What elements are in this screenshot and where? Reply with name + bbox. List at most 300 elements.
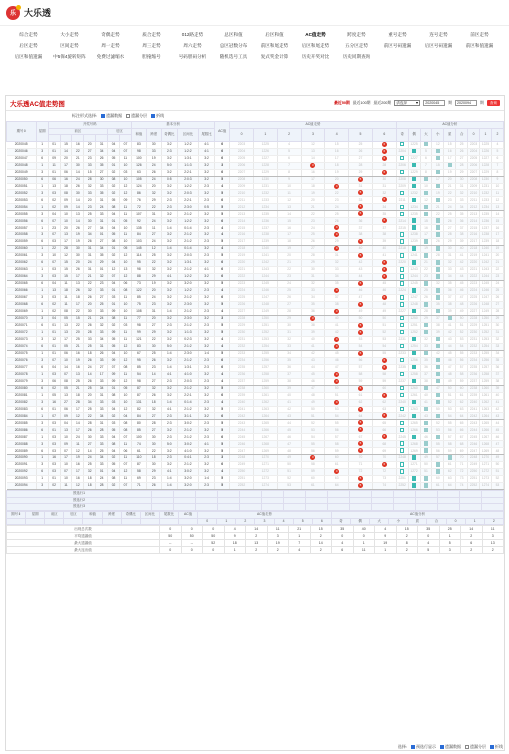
issue-cell: 2020081 <box>7 392 37 399</box>
nav-link[interactable]: 综合走势 <box>19 32 38 37</box>
predict-cell[interactable] <box>284 491 306 498</box>
front-number: 04 <box>48 364 60 371</box>
predict-cell[interactable] <box>218 504 240 511</box>
predict-cell[interactable] <box>482 491 504 498</box>
nav-link[interactable]: 胆拖缩号 <box>142 54 161 59</box>
dist-mark: 55 <box>459 350 464 355</box>
nav-link[interactable]: 后区和值 <box>265 32 284 37</box>
dist-mark <box>400 156 404 160</box>
zone-cell: 2:3:0 <box>178 315 199 322</box>
nav-link[interactable]: AC值走势 <box>305 32 326 37</box>
dist-mark: 53 <box>447 406 452 411</box>
dist-mark: 51 <box>447 392 452 397</box>
dist-mark <box>400 407 404 411</box>
dist-mark: 2224 <box>398 288 406 293</box>
tail-cell: 3:2 <box>198 385 214 392</box>
ac-trend-cell <box>301 455 325 462</box>
predict-cell[interactable] <box>306 491 328 498</box>
ac-trend-cell <box>349 225 373 232</box>
dist-mark: 20 <box>447 176 452 181</box>
nav-link[interactable]: 历史同期查询 <box>342 54 371 59</box>
missing-value: 1265 <box>261 420 269 425</box>
dist-mark: 29 <box>459 169 464 174</box>
front-number: 12 <box>72 448 84 455</box>
ac-trend-cell <box>301 281 325 288</box>
dist-mark: 2218 <box>398 246 406 251</box>
bottom-opt-predict[interactable]: 预选行显示 <box>411 744 436 750</box>
missing-value: 38 <box>311 323 315 328</box>
ac-trend-cell <box>230 225 254 232</box>
checkbox-icon[interactable] <box>126 114 130 118</box>
missing-value: 63 <box>334 476 339 481</box>
ac-dist-cell <box>408 155 420 162</box>
back-number: 12 <box>119 183 131 190</box>
ac-trend-cell <box>349 232 373 239</box>
ac-trend-cell <box>325 413 349 420</box>
predict-cell[interactable] <box>328 497 350 504</box>
ac-dist-cell <box>444 308 456 315</box>
predict-cell[interactable] <box>350 491 372 498</box>
nav-link[interactable]: 历史开奖对比 <box>301 54 330 59</box>
dist-mark: 22 <box>495 267 500 272</box>
missing-value: 2222 <box>237 274 246 279</box>
predict-cell[interactable] <box>372 497 394 504</box>
nav-link[interactable]: 大小走势 <box>60 32 79 37</box>
ac-value: 6 <box>215 274 230 281</box>
predict-cell[interactable] <box>460 504 482 511</box>
dist-mark: 37 <box>459 225 464 230</box>
dist-mark: 2246 <box>469 441 478 446</box>
ac-dist-cell <box>491 183 503 190</box>
tail-cell: 3:2 <box>198 315 214 322</box>
tail-cell: 2:3 <box>198 378 214 385</box>
ac-dist-cell <box>456 260 468 267</box>
nav-link[interactable]: 周一走势 <box>101 43 120 48</box>
dist-mark: 2209 <box>469 183 478 188</box>
ac-dist-cell <box>408 455 420 462</box>
predict-cell[interactable] <box>394 491 416 498</box>
dist-mark: 6 <box>425 155 427 160</box>
dist-mark: 2241 <box>469 406 478 411</box>
sum-cell: 82 <box>131 406 146 413</box>
zone-cell: 2:1:2 <box>178 211 199 218</box>
nav-link[interactable]: 周六走势 <box>183 43 202 48</box>
predict-cell[interactable] <box>306 497 328 504</box>
missing-value: 33 <box>358 197 363 202</box>
period-select[interactable]: 请选择 <box>394 100 420 106</box>
predict-cell[interactable] <box>460 497 482 504</box>
bottom-opt-missing[interactable]: 遗漏数据 <box>440 744 461 750</box>
ac-trend-cell <box>301 190 325 197</box>
ac-trend-cell <box>253 483 277 490</box>
back-number: 09 <box>108 357 120 364</box>
ac-col-header: 1 <box>253 128 277 141</box>
nav-link[interactable]: 后区和尾走势 <box>301 43 330 48</box>
missing-value: 45 <box>311 371 315 376</box>
dist-mark: 35 <box>495 357 500 362</box>
predict-row[interactable] <box>7 504 504 511</box>
missing-value: 48 <box>382 302 387 307</box>
predict-cell[interactable] <box>284 504 306 511</box>
nav-link[interactable]: 前区和值遗漏 <box>465 43 494 48</box>
missing-value: 2233 <box>237 350 246 355</box>
week-cell: 6 <box>36 239 48 246</box>
ac-trend-cell <box>325 218 349 225</box>
tail-cell: 3:2 <box>198 218 214 225</box>
missing-value: 2238 <box>237 385 246 390</box>
predict-cell[interactable] <box>218 491 240 498</box>
predict-cell[interactable] <box>174 497 196 504</box>
ac-trend-cell <box>325 371 349 378</box>
ac-dist-cell <box>432 392 444 399</box>
ac-trend-cell <box>349 301 373 308</box>
ac-trend-cell <box>277 441 301 448</box>
nav-link[interactable]: 奇偶走势 <box>101 32 120 37</box>
front-number: 04 <box>60 420 72 427</box>
oe-cell: 3:2 <box>161 357 177 364</box>
predict-cell[interactable] <box>438 497 460 504</box>
dist-mark: 13 <box>495 204 500 209</box>
dist-mark: 42 <box>436 350 440 355</box>
ac-dist-cell <box>408 162 420 169</box>
ac-trend-cell <box>349 385 373 392</box>
predict-cell[interactable] <box>460 491 482 498</box>
missing-value: 50 <box>311 406 315 411</box>
predict-cell[interactable] <box>438 504 460 511</box>
nav-link[interactable]: 重号走势 <box>388 32 407 37</box>
ac-value: 6 <box>215 197 230 204</box>
ac-dist-cell <box>444 162 456 169</box>
missing-value: 52 <box>382 330 387 335</box>
dist-col-header: 0 <box>468 128 480 141</box>
nav-link[interactable]: 跨度走势 <box>347 32 366 37</box>
predict-cell[interactable] <box>328 504 350 511</box>
ac-dist-cell <box>432 336 444 343</box>
stats-value: 2 <box>482 547 504 554</box>
nav-link[interactable]: 后区走势 <box>19 43 38 48</box>
missing-value: 59 <box>358 378 363 383</box>
ac-dist-cell <box>456 176 468 183</box>
dist-mark <box>412 260 416 264</box>
missing-value: 59 <box>311 469 315 474</box>
to-issue-input[interactable]: 2020094 <box>455 100 477 106</box>
missing-value: 16 <box>311 169 315 174</box>
ac-dist-cell <box>396 455 408 462</box>
ac-dist-cell <box>420 274 432 281</box>
missing-value: 48 <box>287 448 291 453</box>
predict-cell[interactable] <box>196 497 218 504</box>
ac-trend-cell <box>253 301 277 308</box>
missing-value: 2249 <box>237 462 246 467</box>
dist-mark: 10 <box>495 183 500 188</box>
nav-link[interactable]: 连号走势 <box>429 32 448 37</box>
checkbox-icon[interactable] <box>101 114 105 118</box>
predict-cell[interactable] <box>394 504 416 511</box>
missing-value: 74 <box>382 483 387 488</box>
issue-cell: 2020065 <box>7 281 37 288</box>
ac-dist-cell <box>444 204 456 211</box>
checkbox-icon[interactable] <box>465 745 469 749</box>
ac-trend-cell <box>372 176 396 183</box>
dist-mark: 2214 <box>398 218 406 223</box>
from-issue-input[interactable]: 2020045 <box>423 100 445 106</box>
dist-mark: 63 <box>459 406 464 411</box>
ac-trend-cell <box>230 322 254 329</box>
predict-cell[interactable] <box>284 497 306 504</box>
oe-cell: 2:3 <box>161 420 177 427</box>
option-polyline[interactable]: 折线 <box>151 113 164 119</box>
footer-sub <box>45 518 64 525</box>
stats-table <box>6 525 504 554</box>
predict-cell[interactable] <box>262 504 284 511</box>
dist-mark <box>436 274 440 278</box>
ac-dist-cell <box>479 350 491 357</box>
ac-dist-cell <box>444 343 456 350</box>
recent-100-link[interactable]: 最近100期 <box>352 100 371 105</box>
nav-link[interactable]: 周三走势 <box>142 43 161 48</box>
predict-cell[interactable] <box>240 491 262 498</box>
predict-label[interactable]: 预选行3 <box>7 504 152 511</box>
footer-header-cell: 期号⇕ <box>7 511 26 518</box>
ac-dist-cell <box>444 211 456 218</box>
nav-link[interactable]: 总区冠数分布 <box>219 43 248 48</box>
week-cell: 3 <box>36 211 48 218</box>
missing-value: 2236 <box>237 371 246 376</box>
sum-cell: 98 <box>131 322 146 329</box>
nav-link[interactable]: 后区和值遗漏 <box>14 54 43 59</box>
ac-dist-cell <box>444 267 456 274</box>
predict-cell[interactable] <box>152 504 174 511</box>
back-number: 03 <box>108 420 120 427</box>
issue-header[interactable]: 期号⇕ <box>7 122 37 142</box>
front-number: 16 <box>72 350 84 357</box>
stats-value: 1 <box>289 533 311 540</box>
ac-trend-cell <box>277 357 301 364</box>
ac-ball: 5 <box>359 190 362 195</box>
predict-cell[interactable] <box>306 504 328 511</box>
front-number: 22 <box>84 413 96 420</box>
sum-cell: 95 <box>131 357 146 364</box>
ac-dist-cell <box>396 260 408 267</box>
stats-value: 2 <box>267 547 289 554</box>
predict-cell[interactable] <box>416 504 438 511</box>
span-cell: 31 <box>146 211 161 218</box>
nav-link[interactable]: 区间走势 <box>60 43 79 48</box>
dist-mark: 25 <box>447 211 452 216</box>
issue-cell: 2020082 <box>7 399 37 406</box>
missing-value: 27 <box>287 302 291 307</box>
dist-mark: 44 <box>447 343 452 348</box>
dist-mark: 2209 <box>398 183 406 188</box>
bottom-opt-layer[interactable]: 遗漏分层 <box>465 744 486 750</box>
ac-dist-cell <box>432 462 444 469</box>
dist-mark: 57 <box>459 364 464 369</box>
predict-row[interactable] <box>7 497 504 504</box>
checkbox-icon[interactable] <box>411 745 415 749</box>
nav-link[interactable]: 复式奖金计算 <box>260 54 289 59</box>
predict-cell[interactable] <box>482 497 504 504</box>
recent-200-link[interactable]: 最近200期 <box>373 100 392 105</box>
nav-link[interactable]: 号码胆码分析 <box>178 54 207 59</box>
recent-50-link[interactable]: 最近50期 <box>334 100 350 105</box>
ac-trend-cell <box>301 322 325 329</box>
nav-link[interactable]: 随机选号工具 <box>219 54 248 59</box>
dist-mark: 2221 <box>469 267 478 272</box>
dist-mark: 1250 <box>481 316 490 321</box>
nav-link[interactable]: 后区号码遗漏 <box>424 43 453 48</box>
week-cell: 3 <box>36 336 48 343</box>
back-number: 02 <box>108 183 120 190</box>
nav-link[interactable]: 前区和尾走势 <box>260 43 289 48</box>
ac-dist-cell <box>491 462 503 469</box>
ac-dist-cell <box>432 176 444 183</box>
query-button[interactable]: 查询 <box>487 100 500 106</box>
predict-cell[interactable] <box>174 504 196 511</box>
predict-cell[interactable] <box>416 497 438 504</box>
predict-cell[interactable] <box>482 504 504 511</box>
dist-mark <box>400 142 404 146</box>
nav-link[interactable]: 质合走势 <box>142 32 161 37</box>
bottom-opt-line[interactable]: 折线 <box>490 744 503 750</box>
issue-cell: 2020063 <box>7 267 37 274</box>
option-missing-layer[interactable]: 遗漏分层 <box>126 113 147 119</box>
predict-cell[interactable] <box>240 497 262 504</box>
predict-cell[interactable] <box>196 504 218 511</box>
missing-value: 22 <box>287 267 291 272</box>
dist-mark <box>400 441 404 445</box>
front-number: 15 <box>84 169 96 176</box>
dist-mark <box>412 435 416 439</box>
ac-trend-cell <box>301 162 325 169</box>
sum-cell: 107 <box>131 211 146 218</box>
checkbox-icon[interactable] <box>151 114 155 118</box>
ac-trend-cell <box>349 308 373 315</box>
nav-link[interactable]: 免费过滤缩水 <box>96 54 125 59</box>
predict-label[interactable]: 预选行1 <box>7 491 152 498</box>
checkbox-icon[interactable] <box>440 745 444 749</box>
sum-cell: 83 <box>131 141 146 148</box>
missing-value: 33 <box>334 267 339 272</box>
zone-cell: 2:1:2 <box>178 239 199 246</box>
predict-cell[interactable] <box>372 504 394 511</box>
stats-value: 4 <box>224 526 246 533</box>
front-number: 13 <box>48 288 60 295</box>
front-number: 34 <box>96 336 108 343</box>
predict-cell[interactable] <box>218 497 240 504</box>
ac-trend-cell <box>349 420 373 427</box>
front-number: 25 <box>96 448 108 455</box>
ac-trend-cell <box>325 322 349 329</box>
nav-link[interactable]: 中5保4旋转矩阵 <box>53 54 86 59</box>
ac-trend-cell <box>230 295 254 302</box>
oe-cell: 2:3 <box>161 204 177 211</box>
dist-mark: 35 <box>436 302 440 307</box>
ac-trend-cell <box>325 197 349 204</box>
predict-cell[interactable] <box>262 497 284 504</box>
checkbox-icon[interactable] <box>490 745 494 749</box>
dist-mark <box>400 386 404 390</box>
issue-cell: 2020090 <box>7 455 37 462</box>
predict-cell[interactable] <box>262 491 284 498</box>
missing-value: 8 <box>288 169 291 174</box>
predict-cell[interactable] <box>152 497 174 504</box>
week-cell: 3 <box>36 315 48 322</box>
nav-link[interactable]: 总区和值 <box>224 32 243 37</box>
front-number: 01 <box>48 343 60 350</box>
front-number: 20 <box>84 301 96 308</box>
ac-trend-cell <box>325 315 349 322</box>
week-cell: 3 <box>36 169 48 176</box>
sum-cell: 63 <box>131 169 146 176</box>
dist-mark: 56 <box>436 448 440 453</box>
ac-dist-cell <box>432 385 444 392</box>
missing-value: 29 <box>334 239 339 244</box>
predict-cell[interactable] <box>240 504 262 511</box>
missing-value: 73 <box>382 476 387 481</box>
dist-mark: 28 <box>424 309 428 314</box>
predict-cell[interactable] <box>174 491 196 498</box>
nav-link[interactable]: 012路走势 <box>181 32 204 37</box>
ac-dist-cell <box>468 218 480 225</box>
nav-link[interactable]: 前区走势 <box>470 32 489 37</box>
ac-trend-cell <box>325 176 349 183</box>
nav-link[interactable]: 前区号码遗漏 <box>383 43 412 48</box>
stats-value: 6 <box>461 540 483 547</box>
missing-value: 35 <box>334 281 339 286</box>
ac-dist-cell <box>456 364 468 371</box>
ac-value: 5 <box>215 420 230 427</box>
missing-value: 35 <box>311 302 315 307</box>
dist-mark: 1243 <box>410 267 418 272</box>
zone-cell: 2:0:3 <box>178 378 199 385</box>
dist-mark: 64 <box>447 483 452 488</box>
dist-mark: 1244 <box>481 274 490 279</box>
dist-mark: 1271 <box>481 462 490 467</box>
back-number: 04 <box>108 448 120 455</box>
predict-cell[interactable] <box>438 491 460 498</box>
stats-value: 18 <box>224 540 246 547</box>
predict-cell[interactable] <box>328 491 350 498</box>
predict-cell[interactable] <box>350 504 372 511</box>
footer-col: 2 <box>236 518 255 525</box>
ac-col-header: 6 <box>372 128 396 141</box>
predict-label[interactable]: 预选行2 <box>7 497 152 504</box>
ac-ball: 4 <box>335 343 338 348</box>
missing-value: 22 <box>311 211 315 216</box>
back-number: 02 <box>108 413 120 420</box>
table-row <box>7 413 504 420</box>
missing-value: 1256 <box>261 357 269 362</box>
ac-trend-cell <box>325 308 349 315</box>
tail-cell: 2:3 <box>198 322 214 329</box>
predict-cell[interactable] <box>416 491 438 498</box>
table-row <box>7 190 504 197</box>
predict-cell[interactable] <box>152 491 174 498</box>
predict-cell[interactable] <box>372 491 394 498</box>
back-number: 05 <box>119 385 131 392</box>
ac-dist-cell <box>420 288 432 295</box>
ac-trend-cell <box>372 288 396 295</box>
option-missing-data[interactable]: 遗漏数据 <box>101 113 122 119</box>
ac-dist-cell <box>444 239 456 246</box>
dist-mark: 1265 <box>481 420 490 425</box>
ac-dist-cell <box>396 295 408 302</box>
nav-link[interactable]: 五分区走势 <box>345 43 368 48</box>
predict-cell[interactable] <box>196 491 218 498</box>
predict-cell[interactable] <box>350 497 372 504</box>
predict-cell[interactable] <box>394 497 416 504</box>
predict-row[interactable] <box>7 491 504 498</box>
